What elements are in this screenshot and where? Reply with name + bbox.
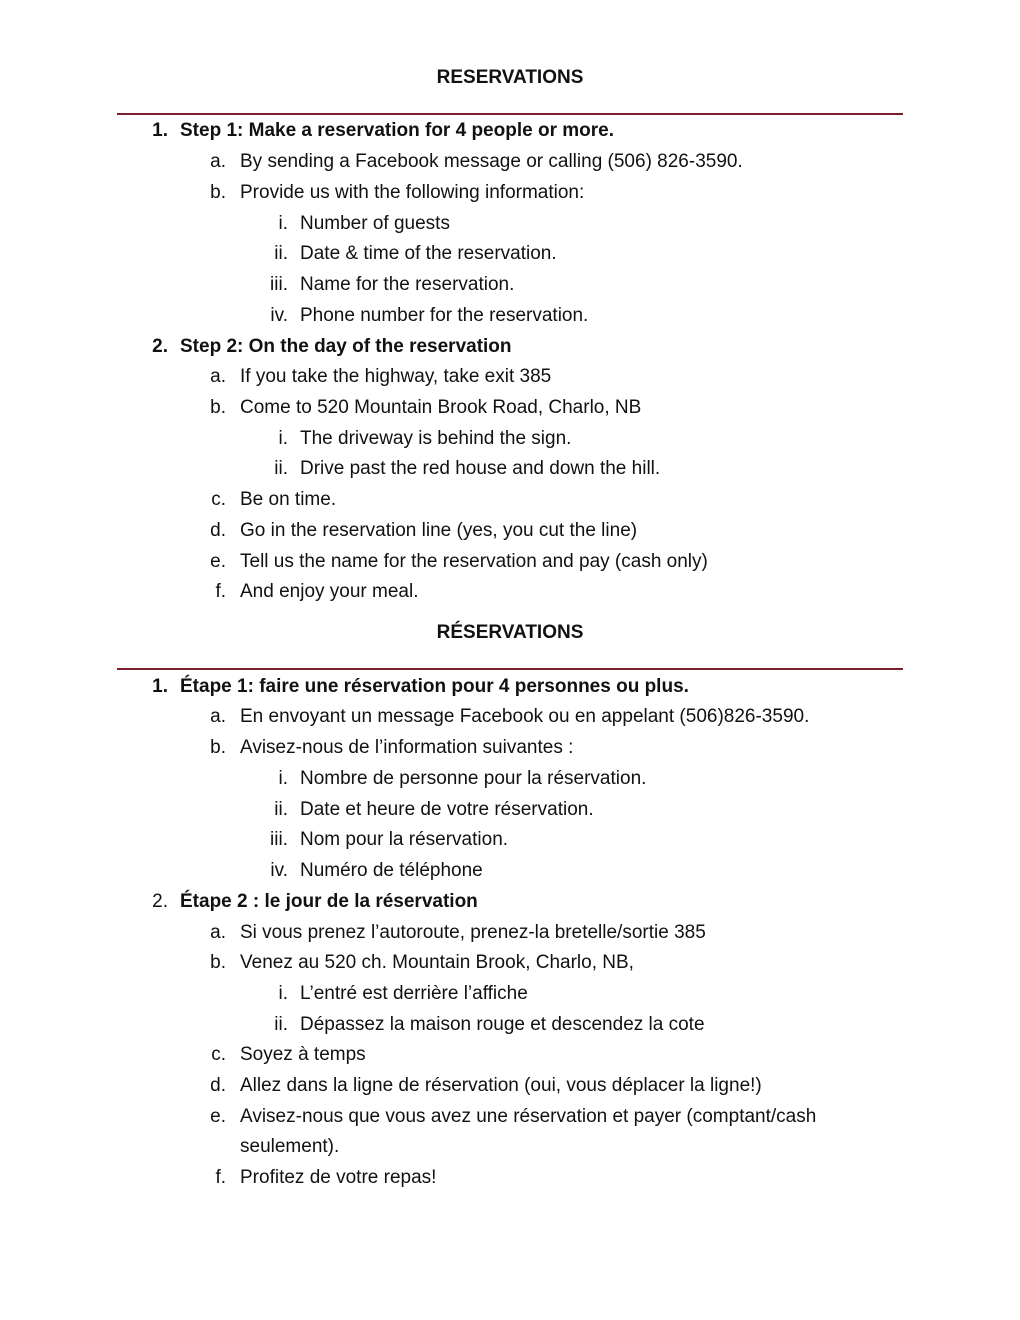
fr-step-2-e-marker: e. [210,1106,226,1127]
english-title: RESERVATIONS [436,67,584,88]
en-step-2-f-marker: f. [215,581,226,602]
fr-step-2-b-ii-text: Dépassez la maison rouge et descendez la cote [300,1014,705,1035]
fr-step-2-a-text: Si vous prenez l’autoroute, prenez-la bretelle/sortie 385 [240,922,706,943]
fr-step-2-d-marker: d. [210,1075,226,1096]
en-step-1-label: Step 1: Make a reservation for 4 people or more. [180,120,614,141]
fr-step-1-a-text: En envoyant un message Facebook ou en appelant (506)826-3590. [240,706,810,727]
en-step-1-a-marker: a. [210,151,226,172]
fr-step-1-b-iii-marker: iii. [270,829,288,850]
en-step-1-b-i-marker: i. [278,213,288,234]
french-title: RÉSERVATIONS [436,622,584,643]
fr-step-2-b-i-marker: i. [278,983,288,1004]
en-step-1-b-iii-marker: iii. [270,274,288,295]
en-step-2-a-text: If you take the highway, take exit 385 [240,366,552,387]
en-step-2-label: Step 2: On the day of the reservation [180,336,512,357]
en-step-2-b-ii-text: Drive past the red house and down the hill. [300,458,661,479]
en-step-2-b-i-marker: i. [278,428,288,449]
fr-step-2-b-text: Venez au 520 ch. Mountain Brook, Charlo, NB, [240,952,634,973]
en-step-1-b-ii-text: Date & time of the reservation. [300,243,557,264]
en-step-1-b-iv-marker: iv. [270,305,288,326]
fr-step-1-number: 1. [152,676,168,697]
fr-step-1-b-text: Avisez-nous de l’information suivantes : [240,737,574,758]
fr-step-1-b-iv-marker: iv. [270,860,288,881]
en-step-1-b-iv-text: Phone number for the reservation. [300,305,589,326]
fr-step-2-e-text-continued: seulement). [240,1136,340,1157]
fr-step-1-b-marker: b. [210,737,226,758]
fr-step-1-b-iii-text: Nom pour la réservation. [300,829,509,850]
fr-step-2-a-marker: a. [210,922,226,943]
french-divider [117,668,903,670]
en-step-2-b-marker: b. [210,397,226,418]
fr-step-2-d-text: Allez dans la ligne de réservation (oui, vous déplacer la ligne!) [240,1075,762,1096]
fr-step-2-f-marker: f. [215,1167,226,1188]
en-step-1-b-text: Provide us with the following information: [240,182,585,203]
fr-step-1-b-i-text: Nombre de personne pour la réservation. [300,768,647,789]
en-step-1-b-iii-text: Name for the reservation. [300,274,515,295]
en-step-1-number: 1. [152,120,168,141]
en-step-2-number: 2. [152,336,168,357]
en-step-2-d-marker: d. [210,520,226,541]
fr-step-1-b-ii-marker: ii. [274,799,288,820]
fr-step-1-a-marker: a. [210,706,226,727]
fr-step-2-number: 2. [152,891,168,912]
en-step-2-c-marker: c. [211,489,226,510]
en-step-2-e-marker: e. [210,551,226,572]
fr-step-2-c-text: Soyez à temps [240,1044,366,1065]
fr-step-2-f-text: Profitez de votre repas! [240,1167,437,1188]
en-step-1-b-ii-marker: ii. [274,243,288,264]
fr-step-2-b-i-text: L’entré est derrière l’affiche [300,983,528,1004]
fr-step-2-b-marker: b. [210,952,226,973]
fr-step-1-label: Étape 1: faire une réservation pour 4 personnes ou plus. [180,676,689,697]
en-step-1-b-marker: b. [210,182,226,203]
fr-step-2-e-text: Avisez-nous que vous avez une réservation et payer (comptant/cash [240,1106,817,1127]
en-step-2-f-text: And enjoy your meal. [240,581,419,602]
en-step-2-b-ii-marker: ii. [274,458,288,479]
english-divider [117,113,903,115]
en-step-1-b-i-text: Number of guests [300,213,450,234]
fr-step-2-c-marker: c. [211,1044,226,1065]
en-step-1-a-text: By sending a Facebook message or calling (506) 826-3590. [240,151,743,172]
en-step-2-c-text: Be on time. [240,489,337,510]
en-step-2-b-i-text: The driveway is behind the sign. [300,428,572,449]
en-step-2-e-text: Tell us the name for the reservation and pay (cash only) [240,551,708,572]
fr-step-1-b-i-marker: i. [278,768,288,789]
en-step-2-a-marker: a. [210,366,226,387]
fr-step-1-b-iv-text: Numéro de téléphone [300,860,483,881]
fr-step-2-label: Étape 2 : le jour de la réservation [180,891,478,912]
en-step-2-d-text: Go in the reservation line (yes, you cut the line) [240,520,638,541]
fr-step-2-b-ii-marker: ii. [274,1014,288,1035]
en-step-2-b-text: Come to 520 Mountain Brook Road, Charlo, NB [240,397,642,418]
fr-step-1-b-ii-text: Date et heure de votre réservation. [300,799,594,820]
